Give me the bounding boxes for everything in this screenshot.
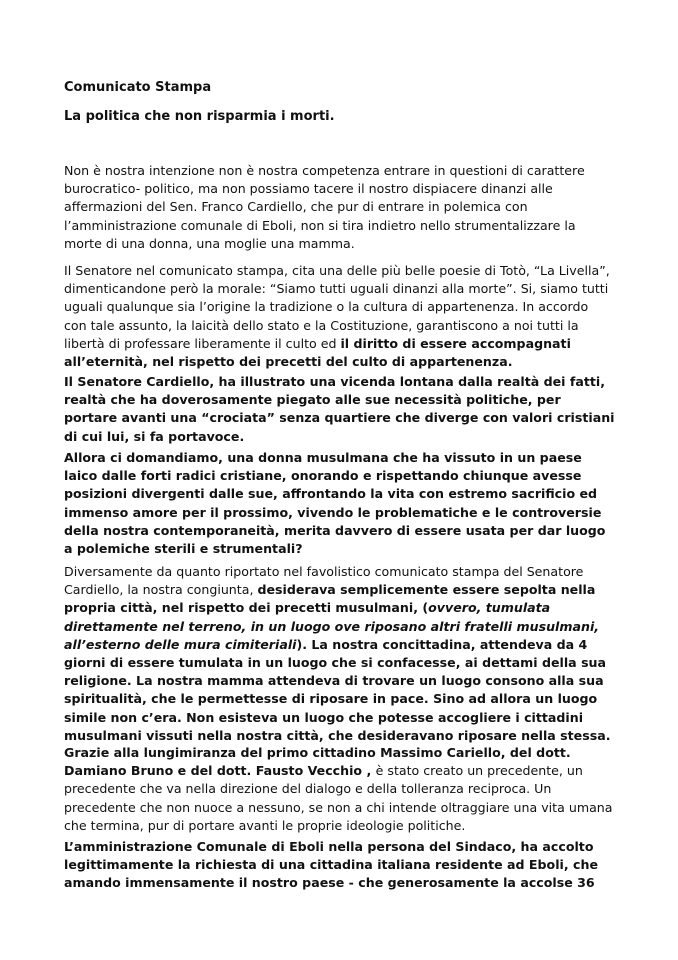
bold-text-run: Il Senatore Cardiello, ha illustrato una vicenda lontana dalla realtà dei fatti,	[64, 374, 605, 389]
bold-text-run: musulmani vissuti nella nostra città, che desideravano riposare nella stessa.	[64, 727, 611, 743]
bold-text-run: a polemiche sterili e strumentali?	[64, 541, 303, 557]
text-run: dimenticandone però la morale: “Siamo tutti uguali dinanzi alla morte”. Si, siamo tutti	[64, 281, 609, 297]
text-line	[64, 217, 624, 235]
bold-text-run: spiritualità, che le permettesse di riposare in pace. Sino ad allora un luogo	[64, 691, 598, 707]
text-run: burocratico- politico, ma non possiamo tacere il nostro dispiacere dinanzi alle	[64, 181, 553, 197]
bold-italic-text-run: direttamente nel terreno, in un luogo ove riposano altri fratelli musulmani,	[64, 618, 600, 634]
bold-italic-text-run: all’esterno delle mura cimiteriali	[64, 636, 297, 652]
text-line	[64, 581, 624, 599]
text-line	[64, 856, 624, 874]
text-line	[64, 504, 624, 522]
text-run: Il Senatore nel comunicato stampa, cita una delle più belle poesie di Totò, “La Livella”,	[64, 263, 610, 278]
bold-text-run: religione. La nostra mamma attendeva di trovare un luogo consono alla sua	[64, 673, 604, 689]
text-line	[64, 428, 624, 446]
text-run: l’amministrazione comunale di Eboli, non si tira indietro nello strumentalizzare la	[64, 217, 576, 233]
text-line	[64, 817, 624, 835]
bold-text-run: della nostra contemporaneità, merita davvero di essere usata per dar luogo	[64, 522, 606, 538]
text-line	[64, 391, 624, 409]
bold-text-run: propria città, nel rispetto dei precetti musulmani, (	[64, 600, 429, 616]
text-line	[64, 540, 624, 558]
text-run: uguali qualunque sia l’origine la tradizione o la cultura di appartenenza. In accordo	[64, 299, 589, 315]
text-line	[64, 409, 624, 427]
text-line	[64, 744, 624, 762]
text-line	[64, 799, 624, 817]
text-line	[64, 353, 624, 371]
text-line	[64, 672, 624, 690]
text-run: precedente che va nella direzione del dialogo e della tolleranza reciproca. Un	[64, 781, 552, 797]
text-line	[64, 449, 624, 467]
text-line	[64, 467, 624, 485]
text-line	[64, 838, 624, 856]
text-line	[64, 636, 624, 654]
paragraph	[64, 744, 624, 835]
text-line	[64, 235, 624, 253]
text-run: precedente che non nuoce a nessuno, se non a chi intende oltraggiare una vita umana	[64, 799, 613, 815]
paragraph	[64, 563, 624, 745]
text-line	[64, 522, 624, 540]
document-title: La politica che non risparmia i morti.	[64, 109, 335, 124]
text-run: affermazioni del Sen. Franco Cardiello, che pur di entrare in polemica con	[64, 199, 528, 215]
bold-text-run: il diritto di essere accompagnati	[340, 335, 571, 351]
bold-text-run: all’eternità, nel rispetto dei precetti del culto di appartenenza.	[64, 354, 513, 370]
text-line	[64, 563, 624, 581]
text-line	[64, 198, 624, 216]
bold-text-run: laico dalle forti radici cristiane, onorando e rispettando chiunque avesse	[64, 468, 582, 484]
text-line	[64, 874, 624, 892]
text-line	[64, 373, 624, 391]
bold-italic-text-run: ovvero, tumulata	[428, 600, 551, 616]
bold-text-run: simile non c’era. Non esisteva un luogo che potesse accogliere i cittadini	[64, 709, 584, 725]
bold-text-run: Grazie alla lungimiranza del primo cittadino Massimo Cariello, del dott.	[64, 745, 571, 760]
paragraph	[64, 373, 624, 446]
bold-text-run: amando immensamente il nostro paese - che generosamente la accolse 36	[64, 875, 595, 891]
bold-text-run: legittimamente la richiesta di una cittadina italiana residente ad Eboli, che	[64, 857, 598, 873]
text-line	[64, 485, 624, 503]
text-run: è stato creato un precedente, un	[375, 763, 583, 779]
text-line	[64, 618, 624, 636]
text-run: morte di una donna, una moglie una mamma.	[64, 235, 355, 251]
text-line	[64, 335, 624, 353]
bold-text-run: realtà che ha doverosamente piegato alle sue necessità politiche, per	[64, 392, 561, 408]
bold-text-run: giorni di essere tumulata in un luogo che si confacesse, ai dettami della sua	[64, 655, 607, 671]
text-run: libertà di professare liberamente il culto ed	[64, 335, 341, 351]
paragraph	[64, 162, 624, 253]
text-line	[64, 654, 624, 672]
document-header: Comunicato Stampa	[64, 80, 212, 95]
paragraph	[64, 838, 624, 893]
text-line	[64, 780, 624, 798]
text-line	[64, 262, 624, 280]
bold-text-run: posizioni divergenti dalle sue, affrontando la vita con estremo sacrificio ed	[64, 486, 598, 502]
bold-text-run: portare avanti una “crociata” senza quartiere che diverge con valori cristiani	[64, 410, 615, 426]
text-run: Cardiello, la nostra congiunta,	[64, 582, 258, 598]
text-run: Diversamente da quanto riportato nel favolistico comunicato stampa del Senatore	[64, 564, 584, 579]
text-line	[64, 180, 624, 198]
text-run: con tale assunto, la laicità dello stato e la Costituzione, garantiscono a noi tutti la	[64, 317, 579, 333]
bold-text-run: Damiano Bruno e del dott. Fausto Vecchio ,	[64, 763, 376, 779]
text-line	[64, 709, 624, 727]
text-line	[64, 762, 624, 780]
bold-text-run: desiderava semplicemente essere sepolta nella	[257, 582, 596, 598]
paragraph	[64, 449, 624, 558]
text-line	[64, 599, 624, 617]
text-run: che termina, pur di portare avanti le proprie ideologie politiche.	[64, 817, 466, 833]
text-run: Non è nostra intenzione non è nostra competenza entrare in questioni di carattere	[64, 163, 585, 178]
text-line	[64, 280, 624, 298]
bold-text-run: L’amministrazione Comunale di Eboli nella persona del Sindaco, ha accolto	[64, 839, 594, 854]
bold-text-run: di cui lui, si fa portavoce.	[64, 428, 245, 444]
bold-text-run: ). La nostra concittadina, attendeva da 4	[296, 636, 588, 652]
text-line	[64, 690, 624, 708]
text-line	[64, 317, 624, 335]
paragraph	[64, 262, 624, 371]
text-line	[64, 162, 624, 180]
text-line	[64, 298, 624, 316]
bold-text-run: immenso amore per il prossimo, vivendo le problematiche e le controversie	[64, 504, 602, 520]
text-line	[64, 727, 624, 745]
bold-text-run: Allora ci domandiamo, una donna musulmana che ha vissuto in un paese	[64, 450, 582, 465]
